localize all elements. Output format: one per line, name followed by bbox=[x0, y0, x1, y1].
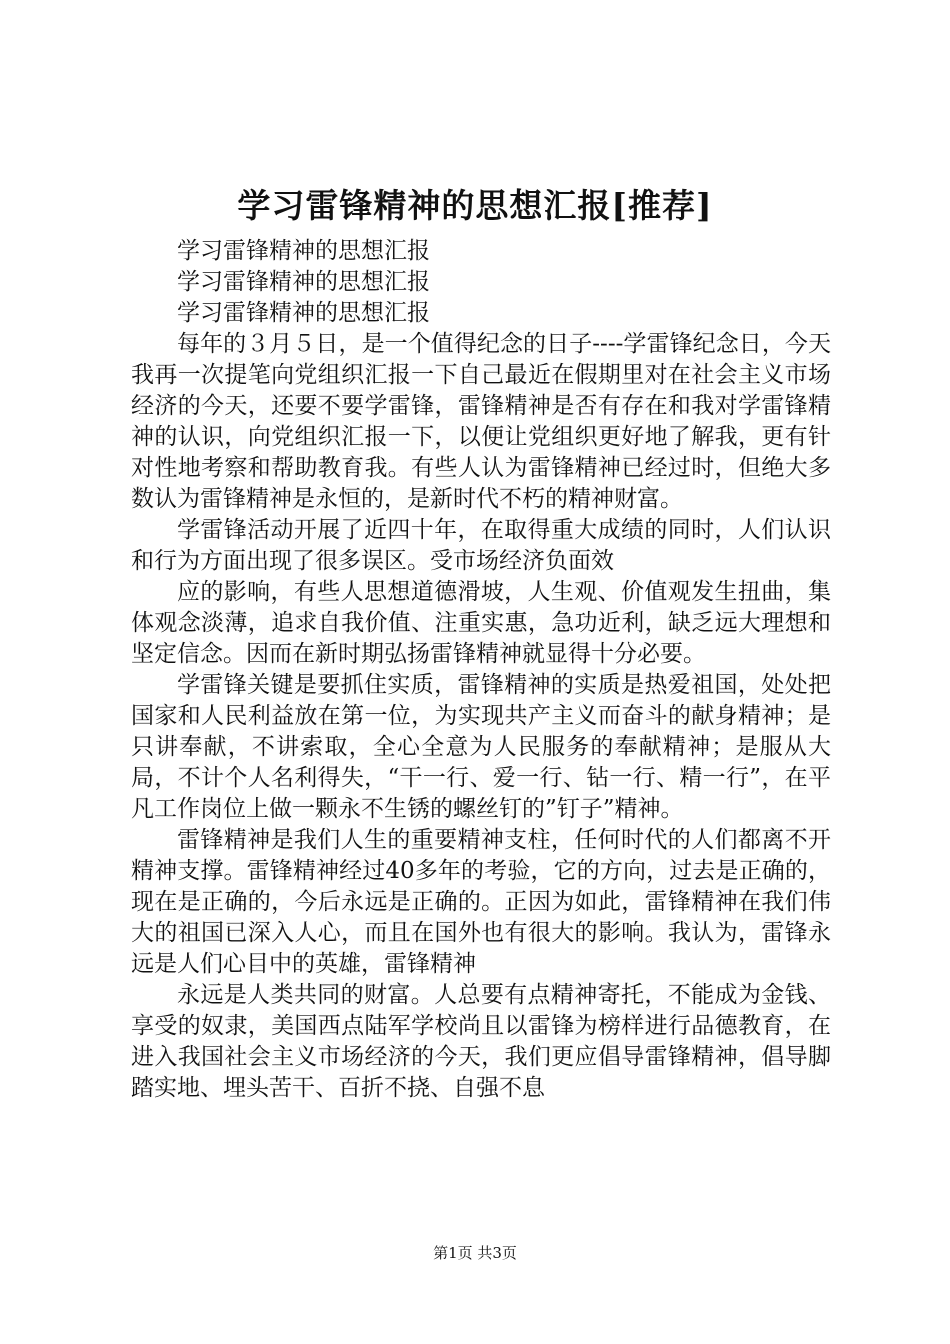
paragraph: 学习雷锋精神的思想汇报 bbox=[177, 238, 430, 264]
paragraph: 每年的３月５日，是一个值得纪念的日子----学雷锋纪念日，今天我再一次提笔向党组织汇报一下自己最近在假期里对在社会主义市场经济的今天，还要不要学雷锋，雷锋精神是否有存在和我对学雷锋精神的认识，向党组织汇报一下，以便让党组织更好地了解我，更有针对性地考察和帮助教育我。有些人认为雷锋精神已经过时，但绝大多数认为雷锋精神是永恒的，是新时代不朽的精神财富。 bbox=[131, 331, 831, 512]
paragraph: 雷锋精神是我们人生的重要精神支柱，任何时代的人们都离不开精神支撑。雷锋精神经过40多年的考验，它的方向，过去是正确的，现在是正确的，今后永远是正确的。正因为如此，雷锋精神在我们伟大的祖国已深入人心，而且在国外也有很大的影响。我认为，雷锋永远是人们心目中的英雄，雷锋精神 bbox=[131, 827, 831, 977]
document-body bbox=[131, 236, 831, 1104]
paragraph: 学习雷锋精神的思想汇报 bbox=[177, 300, 430, 326]
page-number-indicator: 第1页 共3页 bbox=[433, 1244, 517, 1262]
paragraph: 永远是人类共同的财富。人总要有点精神寄托，不能成为金钱、享受的奴隶，美国西点陆军学校尚且以雷锋为榜样进行品德教育，在进入我国社会主义市场经济的今天，我们更应倡导雷锋精神，倡导脚踏实地、埋头苦干、百折不挠、自强不息 bbox=[131, 982, 831, 1101]
paragraph: 学雷锋关键是要抓住实质，雷锋精神的实质是热爱祖国，处处把国家和人民利益放在第一位，为实现共产主义而奋斗的献身精神；是只讲奉献，不讲索取，全心全意为人民服务的奉献精神；是服从大局，不计个人名利得失，“干一行、爱一行、钻一行、精一行”，在平凡工作岗位上做一颗永不生锈的螺丝钉的”钉子”精神。 bbox=[131, 672, 831, 822]
document-title: 学习雷锋精神的思想汇报[推荐] bbox=[237, 186, 713, 225]
paragraph: 应的影响，有些人思想道德滑坡，人生观、价值观发生扭曲，集体观念淡薄，追求自我价值、注重实惠，急功近利，缺乏远大理想和坚定信念。因而在新时期弘扬雷锋精神就显得十分必要。 bbox=[131, 579, 831, 667]
page-footer bbox=[0, 1243, 950, 1263]
paragraph: 学雷锋活动开展了近四十年，在取得重大成绩的同时，人们认识和行为方面出现了很多误区。受市场经济负面效 bbox=[131, 517, 831, 574]
paragraph: 学习雷锋精神的思想汇报 bbox=[177, 269, 430, 295]
